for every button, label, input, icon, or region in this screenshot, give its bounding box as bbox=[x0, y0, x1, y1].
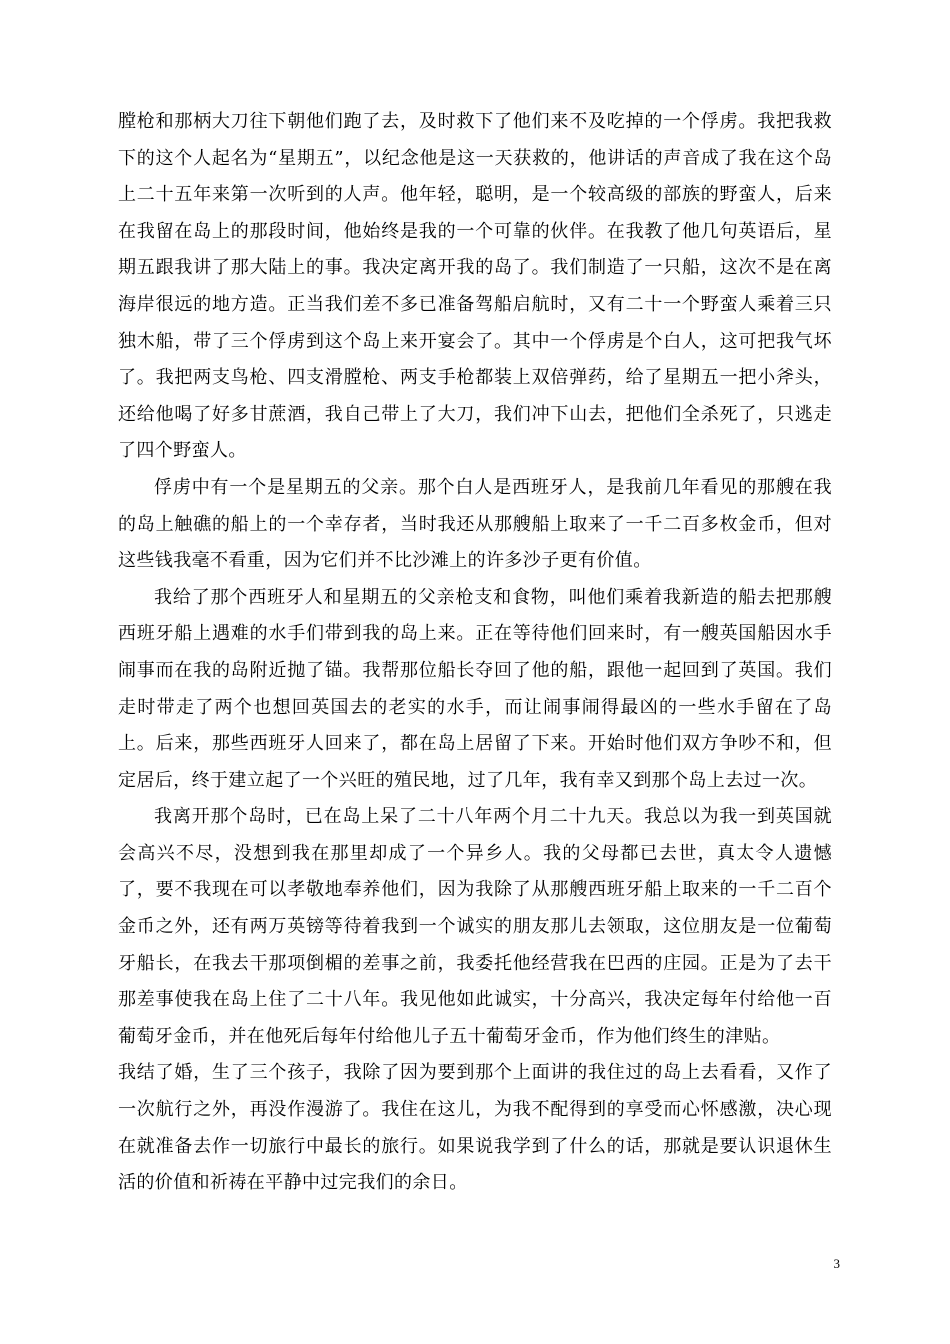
paragraph-2: 俘虏中有一个是星期五的父亲。那个白人是西班牙人，是我前几年看见的那艘在我的岛上触礁的船上的一个幸存者，当时我还从那艘船上取来了一千二百多枚金币，但对这些钱我毫不看重，因为它们并不比沙滩上的许多沙子更有价值。 bbox=[118, 476, 832, 572]
paragraph-5: 我结了婚，生了三个孩子，我除了因为要到那个上面讲的我住过的岛上去看看，又作了一次航行之外，再没作漫游了。我住在这儿，为我不配得到的享受而心怀感激，决心现在就准备去作一切旅行中最长的旅行。如果说我学到了什么的话，那就是要认识退休生活的价值和祈祷在平静中过完我们的余日。 bbox=[118, 1062, 832, 1194]
document-body bbox=[118, 104, 832, 1202]
paragraph-1: 膛枪和那柄大刀往下朝他们跑了去，及时救下了他们来不及吃掉的一个俘虏。我把我救下的这个人起名为“星期五”，以纪念他是这一天获救的，他讲话的声音成了我在这个岛上二十五年来第一次听到的人声。他年轻，聪明，是一个较高级的部族的野蛮人，后来在我留在岛上的那段时间，他始终是我的一个可靠的伙伴。在我教了他几句英语后，星期五跟我讲了那大陆上的事。我决定离开我的岛了。我们制造了一只船，这次不是在离海岸很远的地方造。正当我们差不多已准备驾船启航时，又有二十一个野蛮人乘着三只独木船，带了三个俘虏到这个岛上来开宴会了。其中一个俘虏是个白人，这可把我气坏了。我把两支鸟枪、四支滑膛枪、两支手枪都装上双倍弹药，给了星期五一把小斧头，还给他喝了好多甘蔗酒，我自己带上了大刀，我们冲下山去，把他们全杀死了，只逃走了四个野蛮人。 bbox=[118, 111, 832, 462]
paragraph-3: 我给了那个西班牙人和星期五的父亲枪支和食物，叫他们乘着我新造的船去把那艘西班牙船上遇难的水手们带到我的岛上来。正在等待他们回来时，有一艘英国船因水手闹事而在我的岛附近抛了锚。我帮那位船长夺回了他的船，跟他一起回到了英国。我们走时带走了两个也想回英国去的老实的水手，而让闹事闹得最凶的一些水手留在了岛上。后来，那些西班牙人回来了，都在岛上居留了下来。开始时他们双方争吵不和，但定居后，终于建立起了一个兴旺的殖民地，过了几年，我有幸又到那个岛上去过一次。 bbox=[118, 586, 832, 791]
page-number: 3 bbox=[833, 1256, 840, 1271]
paragraph-4: 我离开那个岛时，已在岛上呆了二十八年两个月二十九天。我总以为我一到英国就会高兴不尽，没想到我在那里却成了一个异乡人。我的父母都已去世，真太令人遗憾了，要不我现在可以孝敬地奉养他们，因为我除了从那艘西班牙船上取来的一千二百个金币之外，还有两万英镑等待着我到一个诚实的朋友那儿去领取，这位朋友是一位葡萄牙船长，在我去干那项倒楣的差事之前，我委托他经营我在巴西的庄园。正是为了去干那差事使我在岛上住了二十八年。我见他如此诚实，十分高兴，我决定每年付给他一百葡萄牙金币，并在他死后每年付给他儿子五十葡萄牙金币，作为他们终生的津贴。 bbox=[118, 806, 832, 1047]
